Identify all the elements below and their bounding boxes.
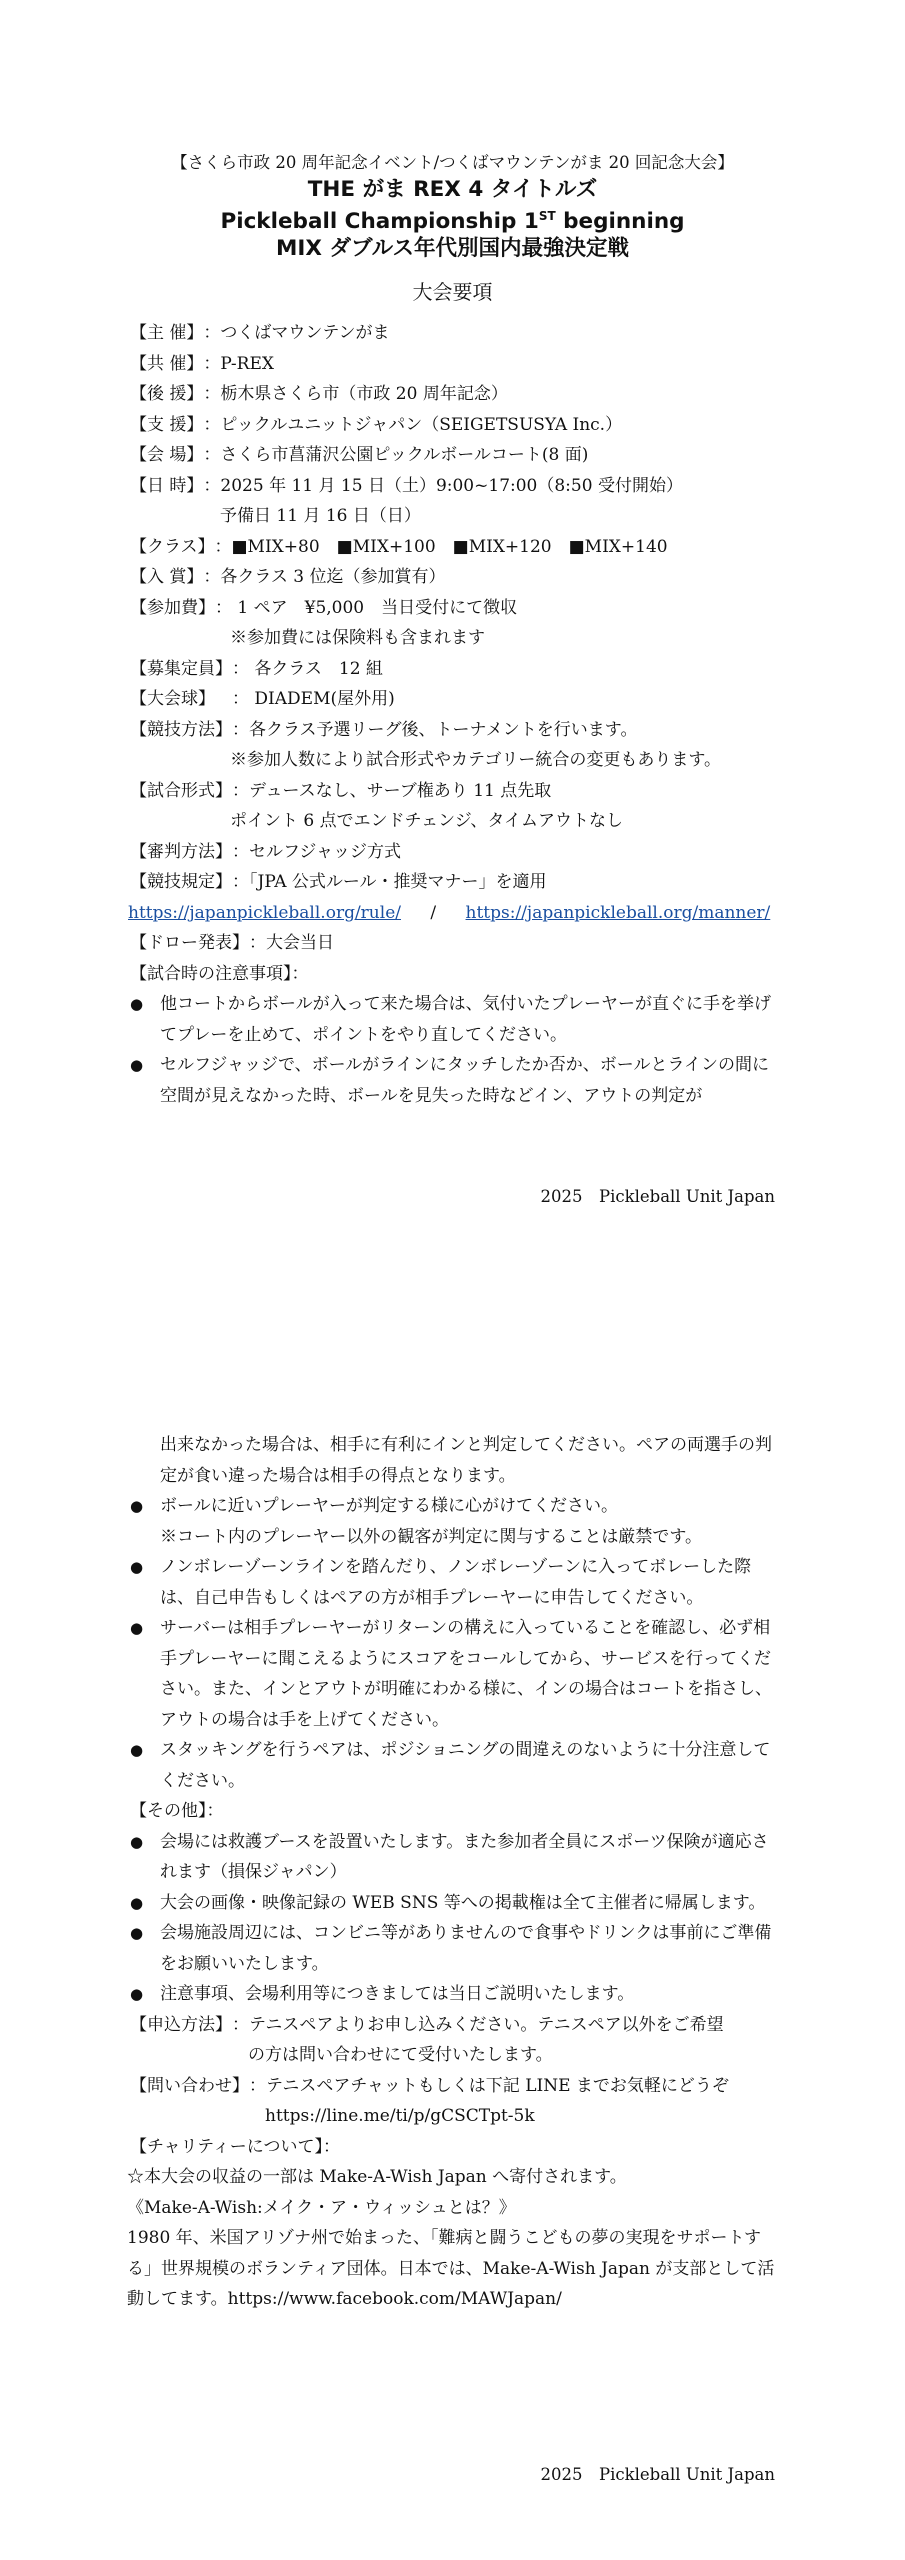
manner-link[interactable]: https://japanpickleball.org/manner/ <box>465 902 771 923</box>
list-item-text: 会場には救護ブースを設置いたします。また参加者全員にスポーツ保険が適応されます（損保ジャパン） <box>160 1831 769 1882</box>
list-item <box>130 1613 775 1735</box>
bullet-icon: ● <box>130 1056 144 1075</box>
support-row <box>130 379 775 410</box>
bullet-icon: ● <box>130 1832 144 1851</box>
rules-label: 【競技規定】 <box>130 872 232 893</box>
list-item <box>130 1552 775 1613</box>
method-label: 【競技方法】 <box>130 719 232 740</box>
apply-note: の方は問い合わせにて受付いたします。 <box>248 2045 553 2065</box>
rules-links <box>128 898 775 929</box>
draw-row <box>130 928 775 959</box>
cohost-value: ：P-REX <box>203 353 274 374</box>
list-item <box>130 1491 775 1552</box>
apply-value: ：テニスペアよりお申し込みください。テニスペア以外をご希望 <box>232 2014 724 2035</box>
method-value: ：各クラス予選リーグ後、トーナメントを行います。 <box>232 719 638 740</box>
charity-line-2: 《Make-A-Wish:メイク・ア・ウィッシュとは？》 <box>127 2197 516 2218</box>
capacity-label: 【募集定員】 <box>130 658 232 679</box>
other-heading: 【その他】： <box>130 1801 224 1821</box>
list-item-text: セルフジャッジで、ボールがラインにタッチしたか否か、ボールとラインの間に空間が見えなかった時、ボールを見失った時などイン、アウトの判定が <box>160 1055 769 1106</box>
judge-row <box>130 837 775 868</box>
ball-value: ： DIADEM(屋外用) <box>215 689 395 710</box>
organizer-value: ：つくばマウンテンがま <box>203 323 390 344</box>
charity-heading: 【チャリティーについて】： <box>130 2136 340 2157</box>
page1-content <box>130 150 775 1111</box>
title-line-3: MIX ダブルス年代別国内最強決定戦 <box>276 236 629 262</box>
contact-url[interactable]: https://line.me/ti/p/gCSCTpt-5k <box>265 2106 535 2126</box>
page-title: 大会要項 <box>412 280 493 305</box>
contact-value: ：テニスペアチャットもしくは下記 LINE までお気軽にどうぞ <box>249 2075 729 2096</box>
sponsor-row <box>130 410 775 441</box>
title-line-2 <box>130 203 775 235</box>
bullet-icon: ● <box>130 1924 144 1942</box>
list-item-text: スタッキングを行うペアは、ポジショニングの間違えのないように十分注意してください。 <box>160 1740 771 1791</box>
bullet-icon: ● <box>130 1893 144 1912</box>
sponsor-label: 【支 援】 <box>130 414 204 435</box>
title-line-2-end: beginning <box>555 209 685 235</box>
reserve-date: 予備日 11 月 16 日（日） <box>220 506 421 527</box>
draw-label: 【ドロー発表】 <box>130 933 249 954</box>
class-value: ：■MIX+80 ■MIX+100 ■MIX+120 ■MIX+140 <box>214 536 668 557</box>
list-item <box>130 1888 775 1919</box>
class-label: 【クラス】 <box>130 536 215 557</box>
bullet-icon: ● <box>130 1985 144 2003</box>
date-row <box>130 471 775 502</box>
class-row <box>130 532 775 563</box>
document-page-2 <box>0 1280 905 2560</box>
support-value: ：栃木県さくら市（市政 20 周年記念） <box>203 384 508 405</box>
list-item-text: 注意事項、会場利用等につきましては当日ご説明いたします。 <box>160 1984 635 2004</box>
match-notes-heading: 【試合時の注意事項】： <box>130 963 309 984</box>
charity-line-1: ☆本大会の収益の一部は Make-A-Wish Japan へ寄付されます。 <box>127 2167 627 2187</box>
list-item-text: 他コートからボールが入って来た場合は、気付いたプレーヤーが直ぐに手を挙げてプレーを止めて、ポイントをやり直してください。 <box>160 994 771 1045</box>
rule-link[interactable]: https://japanpickleball.org/rule/ <box>128 902 401 923</box>
page2-content <box>127 1430 775 2315</box>
cohost-row <box>130 349 775 380</box>
format-note: ポイント 6 点でエンドチェンジ、タイムアウトなし <box>230 811 623 832</box>
venue-label: 【会 場】 <box>130 445 204 466</box>
fee-note: ※参加費には保険料も含まれます <box>230 628 485 649</box>
event-line: 【さくら市政 20 周年記念イベント/つくばマウンテンがま 20 回記念大会】 <box>171 153 734 172</box>
capacity-row <box>130 654 775 685</box>
list-item <box>130 1979 775 2010</box>
list-item-text: 会場施設周辺には、コンビニ等がありませんので食事やドリンクは事前にご準備をお願いいたします。 <box>160 1923 772 1974</box>
list-item-text: 大会の画像・映像記録の WEB SNS 等への掲載権は全て主催者に帰属します。 <box>160 1892 766 1913</box>
bullet-icon: ● <box>130 995 144 1014</box>
list-item <box>130 989 775 1050</box>
apply-row <box>130 2010 775 2041</box>
title-line-1: THE がま REX 4 タイトルズ <box>307 177 598 202</box>
list-item <box>130 1050 775 1111</box>
format-row <box>130 776 775 807</box>
judge-value: ：セルフジャッジ方式 <box>232 841 401 862</box>
title-line-2-sup: ST <box>538 209 556 223</box>
title-line-2-main: Pickleball Championship 1 <box>220 209 539 235</box>
prize-label: 【入 賞】 <box>130 567 204 588</box>
contact-row <box>130 2071 775 2102</box>
list-item-note: ※コート内のプレーヤー以外の観客が判定に関与することは厳禁です。 <box>160 1526 702 1547</box>
rules-row <box>130 867 775 898</box>
list-item <box>130 1918 775 1979</box>
date-label: 【日 時】 <box>130 475 204 496</box>
bullet-icon: ● <box>130 1619 144 1637</box>
format-value: ：デュースなし、サーブ権あり 11 点先取 <box>232 780 552 801</box>
prize-value: ：各クラス 3 位迄（参加賞有） <box>203 567 446 588</box>
fee-label: 【参加費】 <box>130 597 215 618</box>
prize-row <box>130 562 775 593</box>
bullet-icon: ● <box>130 1558 144 1576</box>
organizer-row <box>130 318 775 349</box>
support-label: 【後 援】 <box>130 384 204 405</box>
bullet-icon: ● <box>130 1741 144 1759</box>
ball-label: 【大会球】 <box>130 689 215 710</box>
sponsor-value: ：ピックルユニットジャパン（SEIGETSUSYA Inc.） <box>203 414 623 435</box>
link-separator: / <box>430 902 437 923</box>
page1-footer: 2025 Pickleball Unit Japan <box>540 1187 775 1206</box>
capacity-value: ： 各クラス 12 組 <box>232 658 383 679</box>
judge-label: 【審判方法】 <box>130 841 232 862</box>
list-item-text <box>160 1491 775 1552</box>
method-note: ※参加人数により試合形式やカテゴリー統合の変更もあります。 <box>230 750 721 771</box>
fee-value: ： 1 ペア ¥5,000 当日受付にて徴収 <box>215 597 518 618</box>
list-item <box>130 1735 775 1796</box>
page2-footer: 2025 Pickleball Unit Japan <box>540 2465 775 2484</box>
document-header <box>130 150 775 310</box>
list-item-text: サーバーは相手プレーヤーがリターンの構えに入っていることを確認し、必ず相手プレーヤーに聞こえるようにスコアをコールしてから、サービスを行ってください。また、インとアウトが明確にわかる様に、インの場合はコートを指さし、アウトの場合は手を上げてください。 <box>160 1618 772 1730</box>
bullet-continuation: 出来なかった場合は、相手に有利にインと判定してください。ペアの両選手の判定が食い違った場合は相手の得点となります。 <box>160 1435 772 1486</box>
bullet-icon: ● <box>130 1497 144 1515</box>
ball-row <box>130 684 775 715</box>
method-row <box>130 715 775 746</box>
rules-value: ：「JPA 公式ルール・推奨マナー」を適用 <box>232 872 547 893</box>
venue-row <box>130 440 775 471</box>
list-item <box>130 1827 775 1888</box>
fee-row <box>130 593 775 624</box>
list-item-text: ノンボレーゾーンラインを踏んだり、ノンボレーゾーンに入ってボレーした際は、自己申告もしくはペアの方が相手プレーヤーに申告してください。 <box>160 1557 752 1608</box>
apply-label: 【申込方法】 <box>130 2014 232 2035</box>
draw-value: ：大会当日 <box>249 933 334 954</box>
contact-label: 【問い合わせ】 <box>130 2075 249 2096</box>
charity-paragraph: 1980 年、米国アリゾナ州で始まった、「難病と闘うこどもの夢の実現をサポートする」世界規模のボランティア団体。日本では、Make-A-Wish Japan が支部として活動してます。https://www.facebook.com/MAWJapan/ <box>127 2228 775 2309</box>
venue-value: ：さくら市菖蒲沢公園ピックルボールコート(8 面) <box>203 445 589 466</box>
cohost-label: 【共 催】 <box>130 353 204 374</box>
format-label: 【試合形式】 <box>130 780 232 801</box>
list-item-text-main: ボールに近いプレーヤーが判定する様に心がけてください。 <box>160 1496 618 1516</box>
organizer-label: 【主 催】 <box>130 323 204 344</box>
date-value: ：2025 年 11 月 15 日（土）9:00~17:00（8:50 受付開始） <box>203 475 683 496</box>
